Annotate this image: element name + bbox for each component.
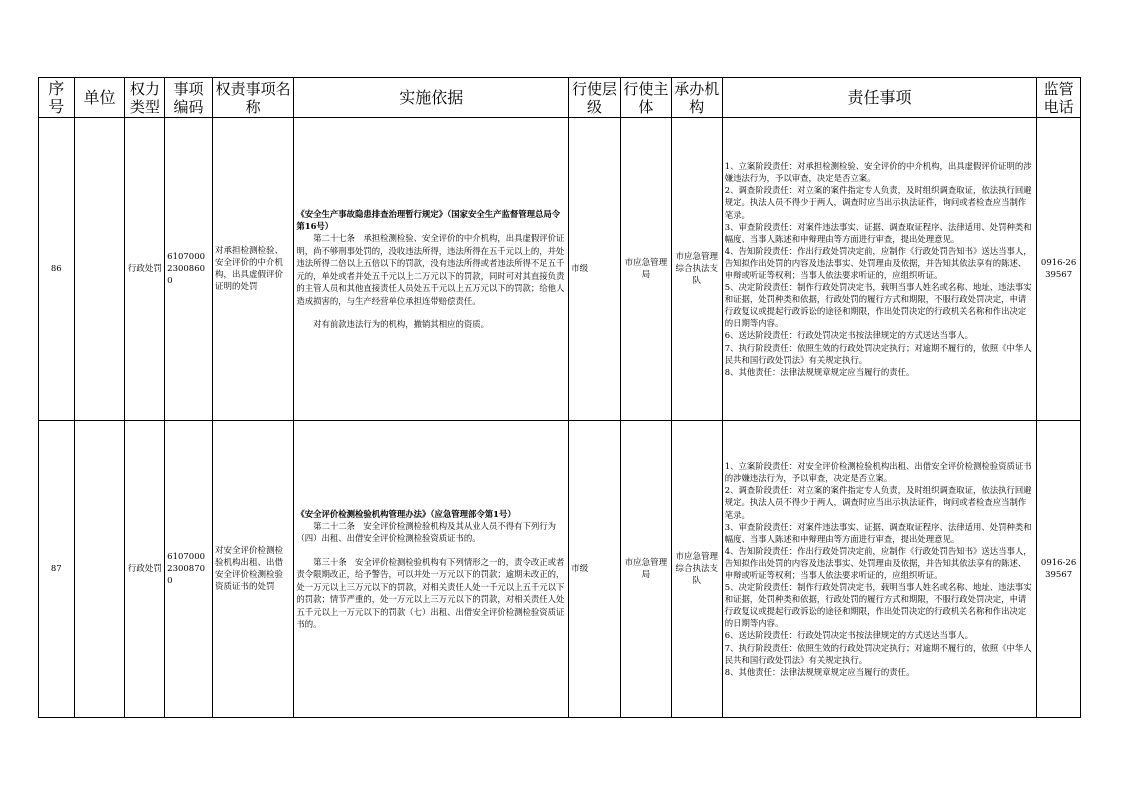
duty-item: 8、其他责任：法律法规规章规定应当履行的责任。 xyxy=(724,666,915,677)
cell-subject: 市应急管理局 xyxy=(621,421,672,718)
header-item-name: 权责事项名称 xyxy=(212,78,293,118)
cell-basis xyxy=(294,421,569,718)
table-row xyxy=(39,421,1081,718)
duty-item: 8、其他责任：法律法规规章规定应当履行的责任。 xyxy=(724,366,915,377)
basis-paragraph: 对有前款违法行为的机构，撤销其相应的资质。 xyxy=(313,318,490,329)
cell-agency: 市应急管理综合执法支队 xyxy=(671,421,722,718)
duty-item: 4、告知阶段责任：作出行政处罚决定前，应制作《行政处罚告知书》送达当事人，告知拟作出处罚的内容及违法事实、处罚理由及依据，并告知其依法享有的陈述、申辩或听证等权利；当事人依法要求听证的，应组织听证。 xyxy=(724,545,1032,580)
header-seq: 序号 xyxy=(39,78,75,118)
basis-title: 《安全评价检测检验机构管理办法》（应急管理部令第1号） xyxy=(296,508,516,519)
duty-item: 7、执行阶段责任：依照生效的行政处罚决定执行；对逾期不履行的，依照《中华人民共和国行政处罚法》有关规定执行。 xyxy=(724,342,1032,365)
cell-duty xyxy=(722,118,1036,421)
duty-item: 7、执行阶段责任：依照生效的行政处罚决定执行；对逾期不履行的，依照《中华人民共和国行政处罚法》有关规定执行。 xyxy=(724,642,1032,665)
power-responsibility-table xyxy=(38,77,1081,718)
duty-item: 1、立案阶段责任：对承担检测检验、安全评价的中介机构，出具虚假评价证明的涉嫌违法行为，予以审查，决定是否立案。 xyxy=(724,161,1032,184)
header-subject: 行使主体 xyxy=(621,78,672,118)
header-item-code: 事项编码 xyxy=(165,78,213,118)
cell-seq: 87 xyxy=(39,421,75,718)
header-row xyxy=(39,78,1081,118)
duty-item: 6、送达阶段责任：行政处罚决定书按法律规定的方式送达当事人。 xyxy=(724,330,973,341)
duty-item: 4、告知阶段责任：作出行政处罚决定前，应制作《行政处罚告知书》送达当事人，告知拟作出处罚的内容及违法事实、处罚理由及依据，并告知其依法享有的陈述、申辩或听证等权利；当事人依法要求听证的，应组织听证。 xyxy=(724,245,1032,280)
duty-item: 5、决定阶段责任：制作行政处罚决定书，载明当事人姓名或名称、地址、违法事实和证据，处罚种类和依据，行政处罚的履行方式和期限，不服行政处罚决定，申请行政复议或提起行政诉讼的途径和期限，作出处罚决定的行政机关名称和作出决定的日期等内容。 xyxy=(724,582,1032,629)
duty-item: 3、审查阶段责任：对案件违法事实、证据、调查取证程序、法律适用、处罚种类和幅度、当事人陈述和申辩理由等方面进行审查，提出处理意见。 xyxy=(724,521,1032,544)
cell-seq: 86 xyxy=(39,118,75,421)
table-row xyxy=(39,118,1081,421)
header-duty: 责任事项 xyxy=(722,78,1036,118)
cell-phone: 0916-2639567 xyxy=(1037,421,1081,718)
duty-item: 2、调查阶段责任：对立案的案件指定专人负责，及时组织调查取证，依法执行回避规定。执法人员不得少于两人，调查时应当出示执法证件，询问或者检查应当制作笔录。 xyxy=(724,485,1032,520)
cell-level: 市级 xyxy=(569,118,621,421)
basis-title: 《安全生产事故隐患排查治理暂行规定》（国家安全生产监督管理总局令第16号） xyxy=(296,208,561,232)
cell-unit xyxy=(74,421,125,718)
duty-item: 6、送达阶段责任：行政处罚决定书按法律规定的方式送达当事人。 xyxy=(724,630,973,641)
cell-power-type: 行政处罚 xyxy=(125,118,165,421)
header-power-type: 权力类型 xyxy=(125,78,165,118)
duty-item: 5、决定阶段责任：制作行政处罚决定书，载明当事人姓名或名称、地址、违法事实和证据，处罚种类和依据，行政处罚的履行方式和期限，不服行政处罚决定，申请行政复议或提起行政诉讼的途径和期限，作出处罚决定的行政机关名称和作出决定的日期等内容。 xyxy=(724,282,1032,329)
cell-subject: 市应急管理局 xyxy=(621,118,672,421)
cell-item-code: 610700023008600 xyxy=(165,118,213,421)
cell-item-name: 对安全评价检测检验机构出租、出借安全评价检测检验资质证书的处罚 xyxy=(212,421,293,718)
cell-duty xyxy=(722,421,1036,718)
header-phone: 监管电话 xyxy=(1037,78,1081,118)
cell-item-name: 对承担检测检验、安全评价的中介机构，出具虚假评价证明的处罚 xyxy=(212,118,293,421)
cell-phone: 0916-2639567 xyxy=(1037,118,1081,421)
basis-paragraph: 第三十条 安全评价检测检验机构有下列情形之一的，责令改正或者责令限期改正，给予警告，可以并处一万元以下的罚款；逾期未改正的，处一万元以上三万元以下的罚款，对相关责任人处一千元以上五千元以下的罚款；情节严重的，处一万元以上三万元以下的罚款，对相关责任人处五千元以上一万元以下的罚款（七）出租、出借安全评价检测检验资质证书的。 xyxy=(296,556,565,629)
cell-unit xyxy=(74,118,125,421)
cell-power-type: 行政处罚 xyxy=(125,421,165,718)
basis-paragraph: 第二十七条 承担检测检验、安全评价的中介机构，出具虚假评价证明，尚不够刑事处罚的，没收违法所得，违法所得在五千元以上的，并处违法所得二倍以上五倍以下的罚款，没有违法所得或者违法所得不足五千元的，单处或者并处五千元以上二万元以下的罚款，同时可对其直接负责的主管人员和其他直接责任人员处五千元以上五万元以下的罚款；给他人造成损害的，与生产经营单位承担连带赔偿责任。 xyxy=(296,233,565,306)
duty-item: 1、立案阶段责任：对安全评价检测检验机构出租、出借安全评价检测检验资质证书的涉嫌违法行为，予以审查，决定是否立案。 xyxy=(724,461,1032,484)
cell-agency: 市应急管理综合执法支队 xyxy=(671,118,722,421)
cell-level: 市级 xyxy=(569,421,621,718)
duty-item: 2、调查阶段责任：对立案的案件指定专人负责，及时组织调查取证，依法执行回避规定。执法人员不得少于两人，调查时应当出示执法证件，询问或者检查应当制作笔录。 xyxy=(724,185,1032,220)
header-level: 行使层级 xyxy=(569,78,621,118)
duty-item: 3、审查阶段责任：对案件违法事实、证据、调查取证程序、法律适用、处罚种类和幅度、当事人陈述和申辩理由等方面进行审查，提出处理意见。 xyxy=(724,221,1032,244)
header-agency: 承办机构 xyxy=(671,78,722,118)
basis-paragraph: 第二十二条 安全评价检测检验机构及其从业人员不得有下列行为（四）出租、出借安全评价检测检验资质证书的。 xyxy=(296,521,557,544)
header-basis: 实施依据 xyxy=(294,78,569,118)
header-unit: 单位 xyxy=(74,78,125,118)
cell-item-code: 610700023008700 xyxy=(165,421,213,718)
cell-basis xyxy=(294,118,569,421)
